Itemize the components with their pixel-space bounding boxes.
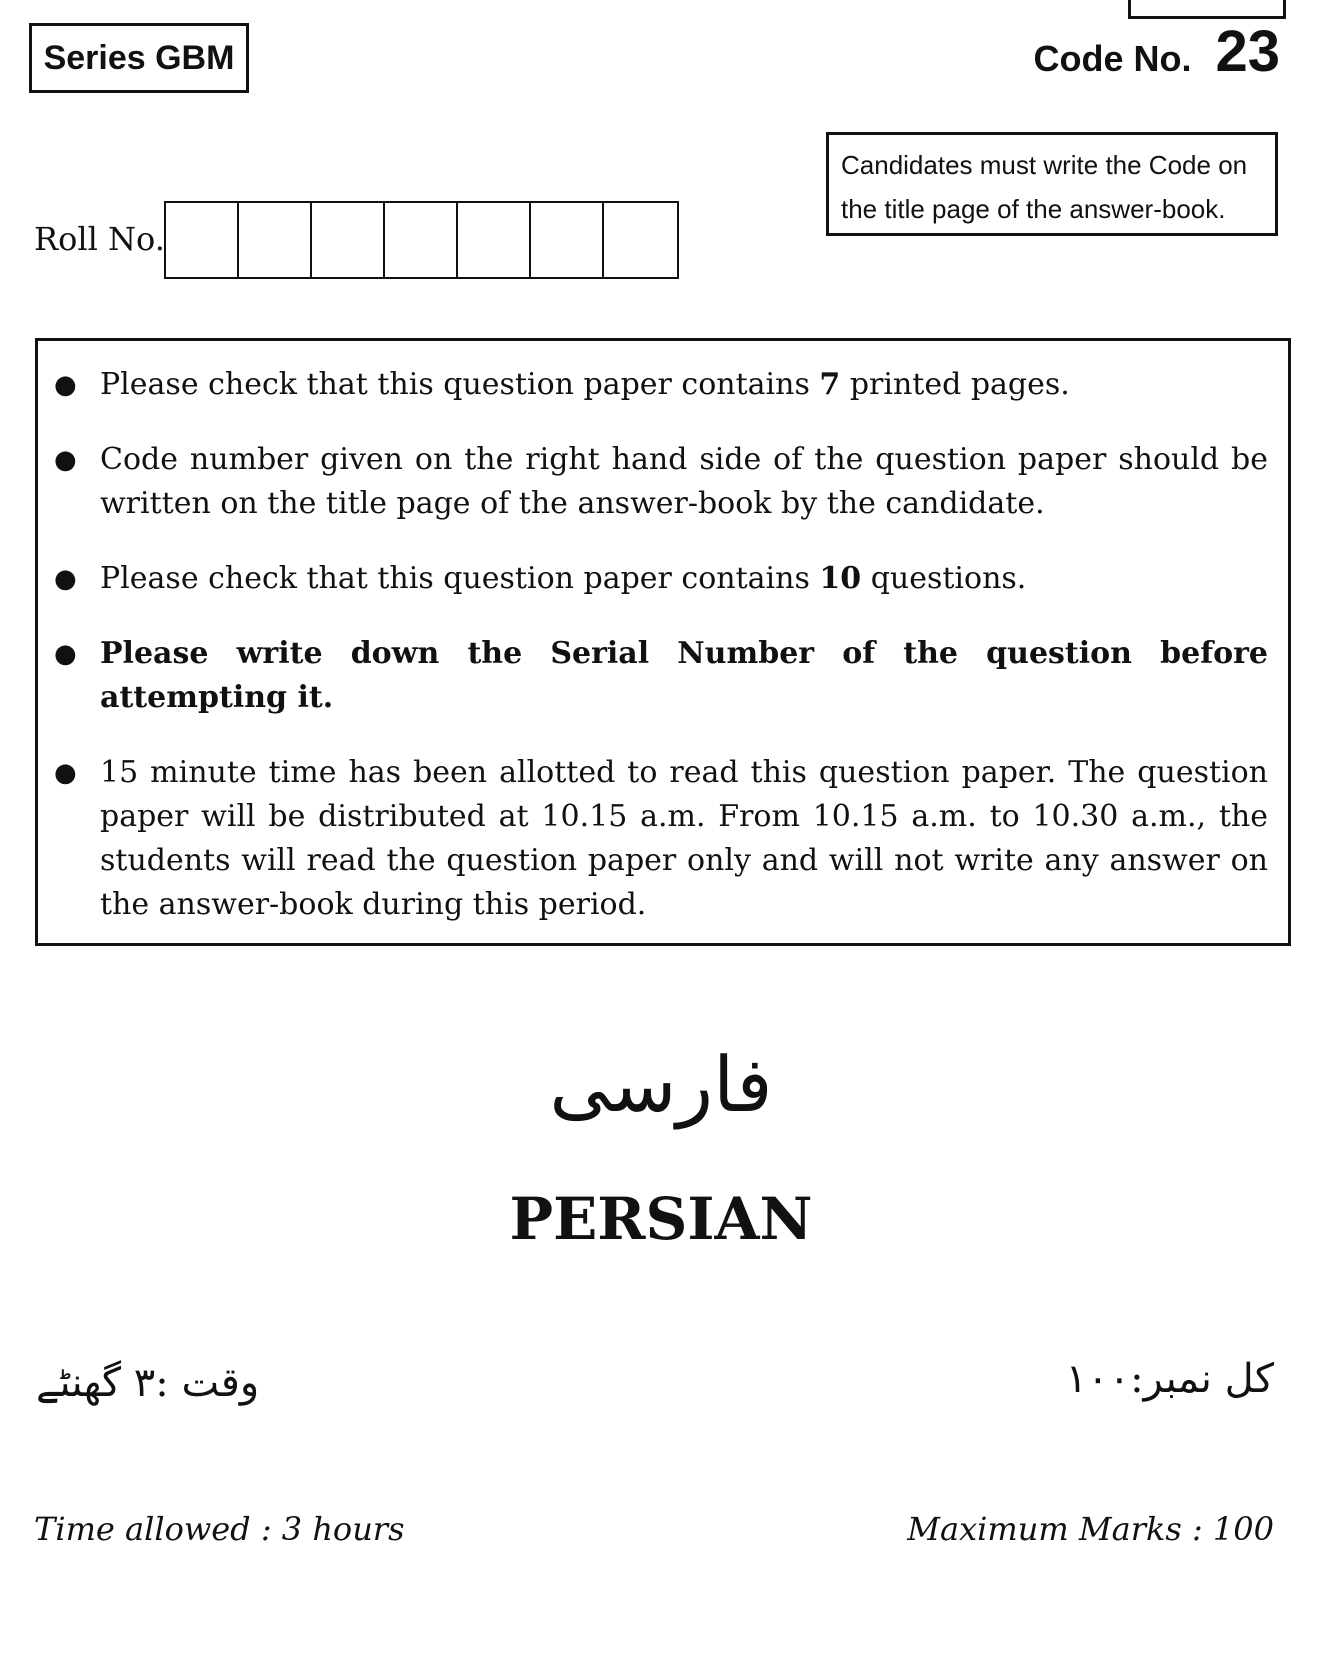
candidates-note-line1: Candidates must write the Code on: [841, 150, 1248, 180]
roll-number-cell[interactable]: [166, 203, 239, 277]
top-corner-box: [1128, 0, 1286, 19]
instruction-text: Please check that this question paper contains 10 questions.: [100, 561, 1027, 596]
bullet-icon: ●: [54, 564, 77, 594]
instruction-item: [54, 438, 1268, 526]
roll-number-cell[interactable]: [604, 203, 677, 277]
candidates-note-line2: the title page of the answer-book.: [841, 194, 1226, 224]
instruction-item: [54, 363, 1268, 407]
roll-number-cell[interactable]: [385, 203, 458, 277]
roll-number-cell[interactable]: [458, 203, 531, 277]
instruction-text: Please check that this question paper contains 7 printed pages.: [100, 367, 1070, 402]
code-label: Code No.: [1033, 38, 1192, 79]
bullet-icon: ●: [54, 445, 77, 475]
instruction-item: [54, 557, 1268, 601]
subject-title-english: PERSIAN: [509, 1185, 813, 1253]
max-marks-urdu: کل نمبر:۱۰۰: [1065, 1356, 1274, 1402]
instruction-text: Please write down the Serial Number of the question before attempting it.: [100, 636, 1268, 715]
candidates-note: [826, 132, 1278, 236]
instruction-item: [54, 751, 1268, 927]
time-allowed-urdu: وقت :۳ گھنٹے: [36, 1360, 260, 1406]
roll-number-cell[interactable]: [239, 203, 312, 277]
bullet-icon: ●: [54, 639, 77, 669]
roll-number-grid: [164, 201, 679, 279]
instruction-text: 15 minute time has been allotted to read this question paper. The question paper will be distributed at 10.15 a.m. From 10.15 a.m. to 10.30 a.m., the students will read the question paper only and will not write any answer on the answer-book during this period.: [100, 755, 1268, 922]
roll-number-cell[interactable]: [531, 203, 604, 277]
roll-number-cell[interactable]: [312, 203, 385, 277]
bullet-icon: ●: [54, 370, 77, 400]
instruction-text: Code number given on the right hand side of the question paper should be written on the title page of the answer-book by the candidate.: [100, 442, 1268, 521]
subject-title-persian: فارسی: [549, 1040, 773, 1129]
bullet-icon: ●: [54, 758, 77, 788]
instructions-box: [35, 338, 1291, 946]
code-number: 23: [1215, 19, 1280, 84]
maximum-marks: Maximum Marks : 100: [907, 1510, 1274, 1548]
roll-number-label: Roll No.: [34, 220, 165, 258]
instruction-item: [54, 632, 1268, 720]
time-allowed: Time allowed : 3 hours: [34, 1510, 405, 1548]
code-number-block: [1000, 18, 1280, 98]
series-label: Series GBM: [29, 23, 249, 93]
